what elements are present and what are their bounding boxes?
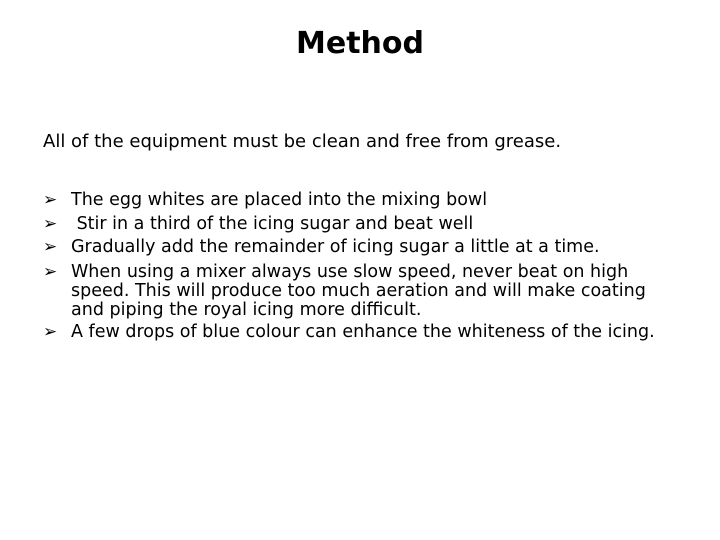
arrowhead-bullet-icon: ➢	[43, 261, 58, 282]
method-steps-list	[43, 189, 683, 342]
list-item	[43, 189, 683, 213]
arrowhead-bullet-icon: ➢	[43, 190, 58, 210]
arrowhead-bullet-icon: ➢	[43, 321, 58, 342]
arrowhead-bullet-icon: ➢	[43, 213, 58, 234]
list-item-text: When using a mixer always use slow speed, never beat on high speed. This will produce too much aeration and will make coating and piping the royal icing more difficult.	[71, 261, 646, 320]
list-item	[43, 236, 683, 260]
list-item-text: A few drops of blue colour can enhance the whiteness of the icing.	[71, 321, 655, 342]
list-item	[43, 213, 683, 237]
arrowhead-bullet-icon: ➢	[43, 237, 58, 257]
list-item-text: The egg whites are placed into the mixing bowl	[71, 190, 488, 210]
intro-text: All of the equipment must be clean and free from grease.	[43, 131, 562, 152]
list-item	[43, 323, 683, 342]
list-item-text: Stir in a third of the icing sugar and beat well	[71, 213, 474, 234]
list-item	[43, 263, 683, 320]
list-item-text: Gradually add the remainder of icing sugar a little at a time.	[71, 237, 600, 257]
slide-title: Method	[296, 26, 424, 61]
